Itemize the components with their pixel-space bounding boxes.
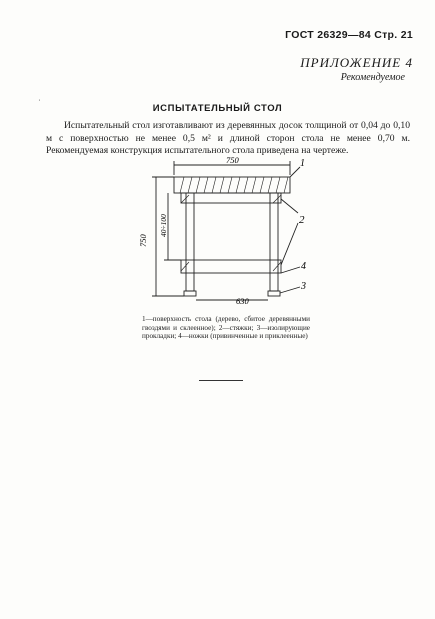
body-text: Испытательный стол изготавливают из деревянных досок толщиной от 0,04 до 0,10 м с поверхностью не менее 0,5 м² и длиной сторон стола не менее 0,70 м. Рекомендуемая конструкция испытательного стола приведена на чертеже.	[46, 120, 410, 156]
callout-2: 2	[299, 214, 305, 226]
table-drawing	[140, 155, 310, 305]
dim-label-bottom: 630	[236, 296, 249, 306]
lower-rail	[181, 260, 281, 273]
appendix-label: ПРИЛОЖЕНИЕ 4	[300, 55, 413, 70]
page-header: ГОСТ 26329—84 Стр. 21	[285, 29, 413, 41]
foot-pad-right	[268, 291, 280, 296]
drawing-caption: 1—поверхность стола (дерево, сбитое деревянными гвоздями и склеенное); 2—стяжки; 3—изолирующие прокладки; 4—ножки (привинченные и приклеенные)	[142, 315, 310, 341]
surface-hatching	[180, 177, 288, 193]
dim-label-side: 750	[138, 234, 148, 247]
stray-mark: ˙	[38, 98, 41, 107]
section-title: ИСПЫТАТЕЛЬНЫЙ СТОЛ	[152, 103, 283, 114]
recommended-label: Рекомендуемое	[340, 72, 405, 83]
dim-label-top: 750	[226, 155, 239, 165]
leg-right	[270, 193, 278, 291]
upper-rail	[181, 193, 281, 203]
callout-4: 4	[301, 261, 306, 272]
callout-3: 3	[301, 281, 306, 292]
foot-pad-left	[184, 291, 196, 296]
callout-1: 1	[300, 158, 305, 169]
dim-label-gap: 40÷100	[159, 214, 168, 237]
end-rule	[199, 380, 243, 381]
leg-left	[186, 193, 194, 291]
body-paragraph	[46, 120, 410, 158]
